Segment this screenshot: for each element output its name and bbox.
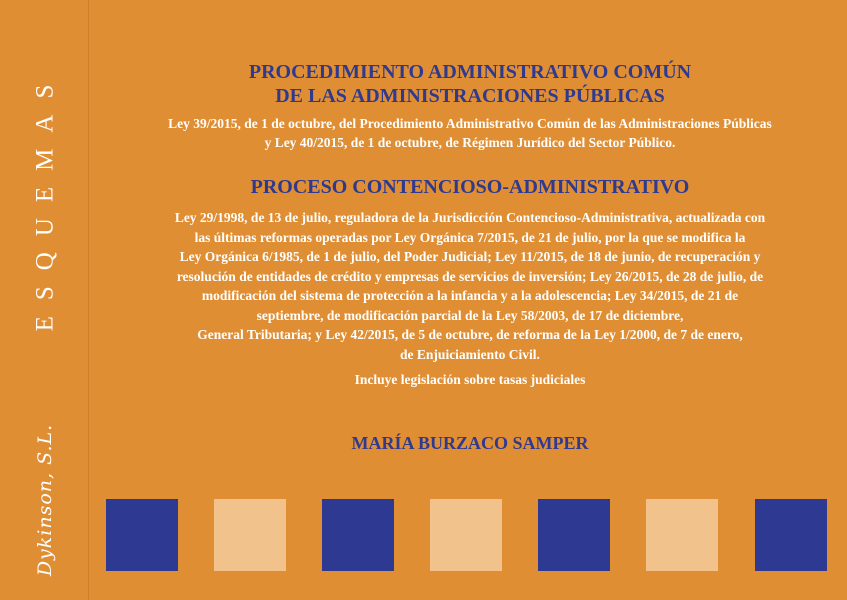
section2-law-line-7: General Tributaria; y Ley 42/2015, de 5 de octubre, de reforma de la Ley 1/2000, de 7 de enero,	[197, 327, 743, 342]
section2-law-line-5: modificación del sistema de protección a la infancia y a la adolescencia; Ley 34/2015, de 21 de	[201, 288, 739, 303]
section2-law-line-8: de Enjuiciamiento Civil.	[400, 346, 540, 362]
section2-title	[100, 175, 840, 199]
section2-law-line-1: Ley 29/1998, de 13 de julio, reguladora de la Jurisdicción Contencioso-Administrativa, actualizada con	[174, 210, 766, 225]
section1-law-text	[100, 114, 840, 152]
author-name: MARÍA BURZACO SAMPER	[351, 433, 589, 453]
includes-note: Incluye legislación sobre tasas judiciales	[354, 372, 586, 387]
section2-law-line-3: Ley Orgánica 6/1985, de 1 de julio, del Poder Judicial; Ley 11/2015, de 18 de junio, de recuperación y	[179, 249, 761, 264]
section1-title-line-1: PROCEDIMIENTO ADMINISTRATIVO COMÚN	[248, 61, 692, 83]
decorative-square-light	[430, 499, 502, 571]
publisher-logo	[20, 420, 70, 580]
section1-title	[100, 60, 840, 108]
section1-law-line-2: y Ley 40/2015, de 1 de octubre, de Régimen Jurídico del Sector Público.	[264, 135, 676, 150]
publisher-name: Dykinson, S.L.	[34, 423, 56, 577]
section2-law-line-2: las últimas reformas operadas por Ley Orgánica 7/2015, de 21 de julio, por la que se modifica la	[194, 229, 746, 245]
section2-law-line-4: resolución de entidades de crédito y empresas de servicios de inversión; Ley 26/2015, de 28 de julio, de	[176, 268, 764, 284]
decorative-square-dark	[322, 499, 394, 571]
section1-title-line-2: DE LAS ADMINISTRACIONES PÚBLICAS	[275, 85, 665, 107]
section2-law-line-6: septiembre, de modificación parcial de la Ley 58/2003, de 17 de diciembre,	[256, 307, 684, 323]
decorative-square-dark	[755, 499, 827, 571]
book-spine	[0, 0, 89, 600]
section2-title-text: PROCESO CONTENCIOSO-ADMINISTRATIVO	[250, 176, 690, 198]
section1-law-line-1: Ley 39/2015, de 1 de octubre, del Procedimiento Administrativo Común de las Administraciones Públicas	[168, 116, 772, 131]
decorative-square-dark	[538, 499, 610, 571]
decorative-square-light	[646, 499, 718, 571]
section2-law-text	[104, 208, 836, 364]
decorative-square-light	[214, 499, 286, 571]
decorative-square-dark	[106, 499, 178, 571]
spine-series-title: ESQUEMAS	[31, 68, 58, 332]
spine-series-title-container	[25, 70, 65, 330]
